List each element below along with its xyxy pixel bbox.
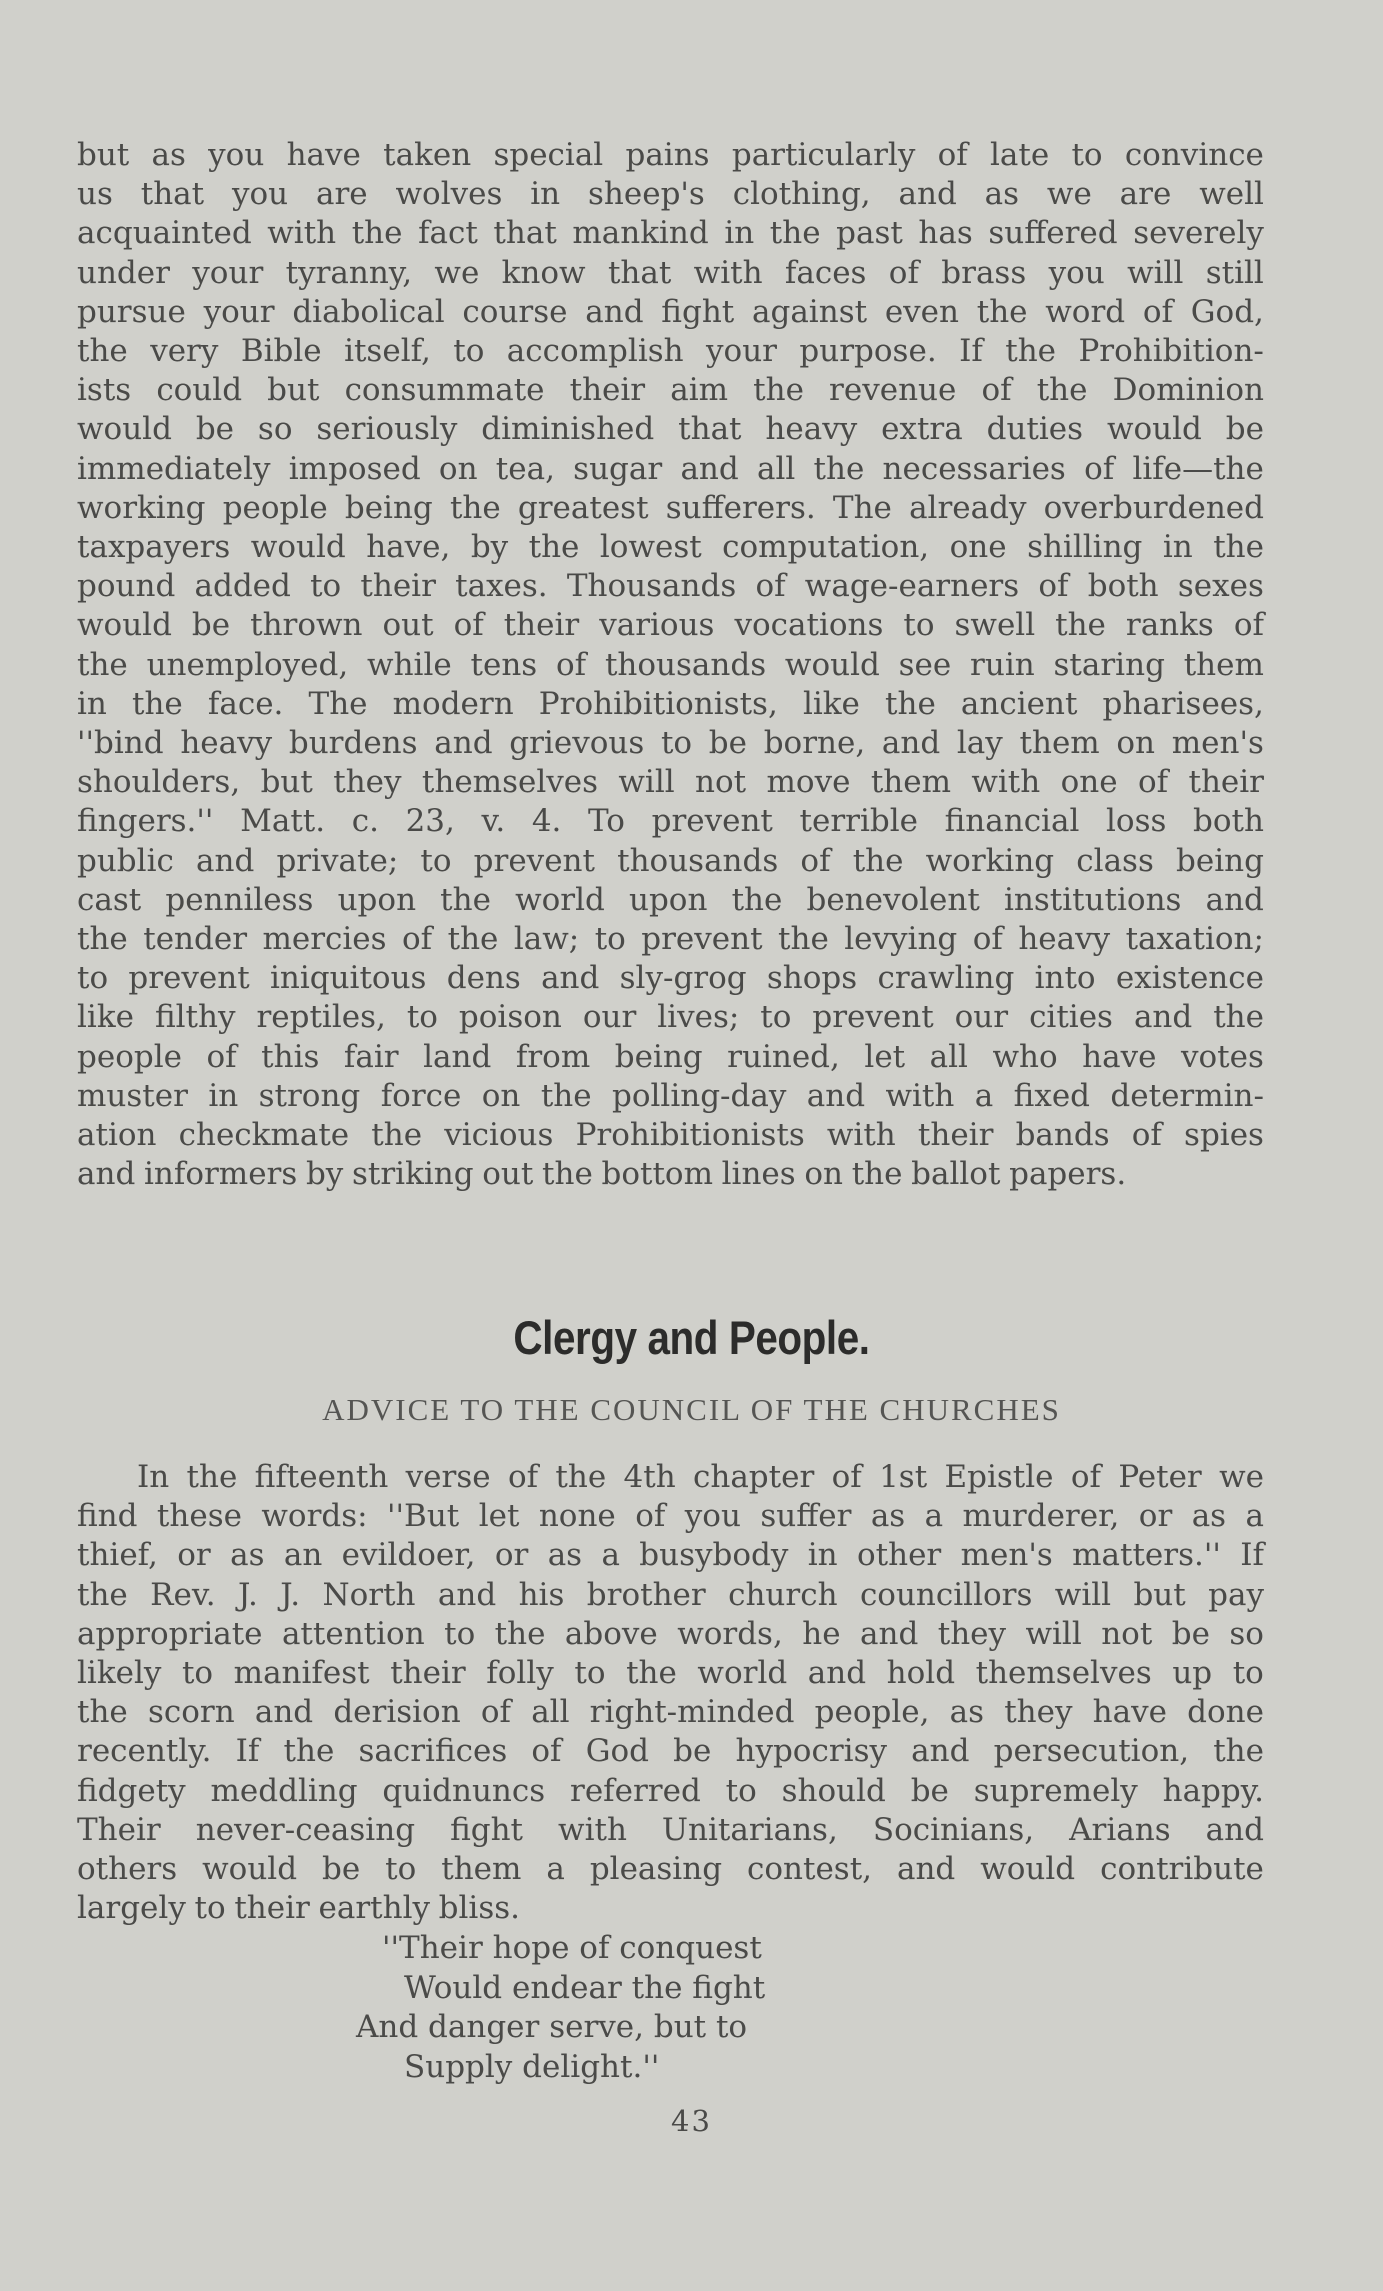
text-line: appropriate attention to the above words, he and they will not be so (77, 1615, 1264, 1652)
text-line: immediately imposed on tea, sugar and all the necessaries of life—the (77, 450, 1264, 487)
text-line: pursue your diabolical course and fight against even the word of God, (77, 293, 1264, 330)
text-line: thief, or as an evildoer, or as a busybody in other men's matters.'' If (77, 1537, 1264, 1574)
text-line: the Rev. J. J. North and his brother church councillors will but pay (77, 1576, 1264, 1613)
verse-quotation (356, 1929, 765, 2087)
text-line: the unemployed, while tens of thousands would see ruin staring them (77, 646, 1264, 683)
text-line: the scorn and derision of all right-minded people, as they have done (77, 1694, 1264, 1731)
text-line: would be so seriously diminished that heavy extra duties would be (77, 411, 1264, 448)
text-line: but as you have taken special pains particularly of late to convince (77, 137, 1264, 173)
verse-line: And danger serve, but to (356, 2009, 748, 2045)
text-line: under your tyranny, we know that with faces of brass you will still (77, 254, 1264, 291)
text-line: the very Bible itself, to accomplish your purpose. If the Prohibition- (77, 333, 1264, 370)
text-line: find these words: ''But let none of you suffer as a murderer, or as a (77, 1498, 1264, 1535)
text-line: cast penniless upon the world upon the benevolent institutions and (77, 881, 1264, 918)
text-line: acquainted with the fact that mankind in the past has suffered severely (77, 215, 1264, 252)
text-line: us that you are wolves in sheep's clothing, and as we are well (77, 176, 1264, 213)
text-line: likely to manifest their folly to the world and hold themselves up to (77, 1655, 1264, 1692)
body-paragraph-1 (77, 136, 1264, 1194)
verse-line: Supply delight.'' (404, 2048, 660, 2085)
text-line: muster in strong force on the polling-day and with a fixed determin- (77, 1077, 1264, 1114)
page-number: 43 (671, 2104, 712, 2138)
text-line: like filthy reptiles, to poison our lives; to prevent our cities and the (77, 999, 1264, 1036)
text-line: ''bind heavy burdens and grievous to be borne, and lay them on men's (77, 725, 1264, 762)
text-line: recently. If the sacrifices of God be hypocrisy and persecution, the (77, 1733, 1264, 1770)
text-line: fingers.'' Matt. c. 23, v. 4. To prevent terrible financial loss both (77, 803, 1264, 840)
text-line: fidgety meddling quidnuncs referred to should be supremely happy. (77, 1772, 1264, 1809)
text-line: shoulders, but they themselves will not move them with one of their (77, 764, 1264, 801)
text-line: and informers by striking out the bottom lines on the ballot papers. (77, 1156, 1127, 1193)
text-line: In the fifteenth verse of the 4th chapter of 1st Epistle of Peter we (137, 1459, 1264, 1495)
text-line: Their never-ceasing fight with Unitarians, Socinians, Arians and (77, 1811, 1264, 1848)
section-title: Clergy and People. (513, 1311, 870, 1364)
text-line: to prevent iniquitous dens and sly-grog shops crawling into existence (77, 960, 1264, 997)
verse-line: ''Their hope of conquest (382, 1930, 762, 1966)
verse-line: Would endear the fight (404, 1969, 766, 2006)
text-line: working people being the greatest sufferers. The already overburdened (77, 489, 1264, 526)
text-line: in the face. The modern Prohibitionists, like the ancient pharisees, (77, 685, 1264, 722)
text-line: ation checkmate the vicious Prohibitionists with their bands of spies (77, 1117, 1264, 1154)
text-line: pound added to their taxes. Thousands of wage-earners of both sexes (77, 568, 1264, 605)
text-line: ists could but consummate their aim the revenue of the Dominion (77, 372, 1264, 409)
section-subtitle: ADVICE TO THE COUNCIL OF THE CHURCHES (322, 1392, 1061, 1427)
text-line: largely to their earthly bliss. (77, 1890, 521, 1927)
text-line: others would be to them a pleasing contest, and would contribute (77, 1851, 1264, 1888)
text-line: the tender mercies of the law; to prevent the levying of heavy taxation; (77, 921, 1264, 958)
text-line: taxpayers would have, by the lowest computation, one shilling in the (77, 529, 1264, 566)
text-line: public and private; to prevent thousands of the working class being (77, 842, 1264, 879)
text-line: would be thrown out of their various vocations to swell the ranks of (77, 607, 1264, 644)
body-paragraph-2 (77, 1458, 1264, 1928)
text-line: people of this fair land from being ruined, let all who have votes (77, 1038, 1264, 1075)
